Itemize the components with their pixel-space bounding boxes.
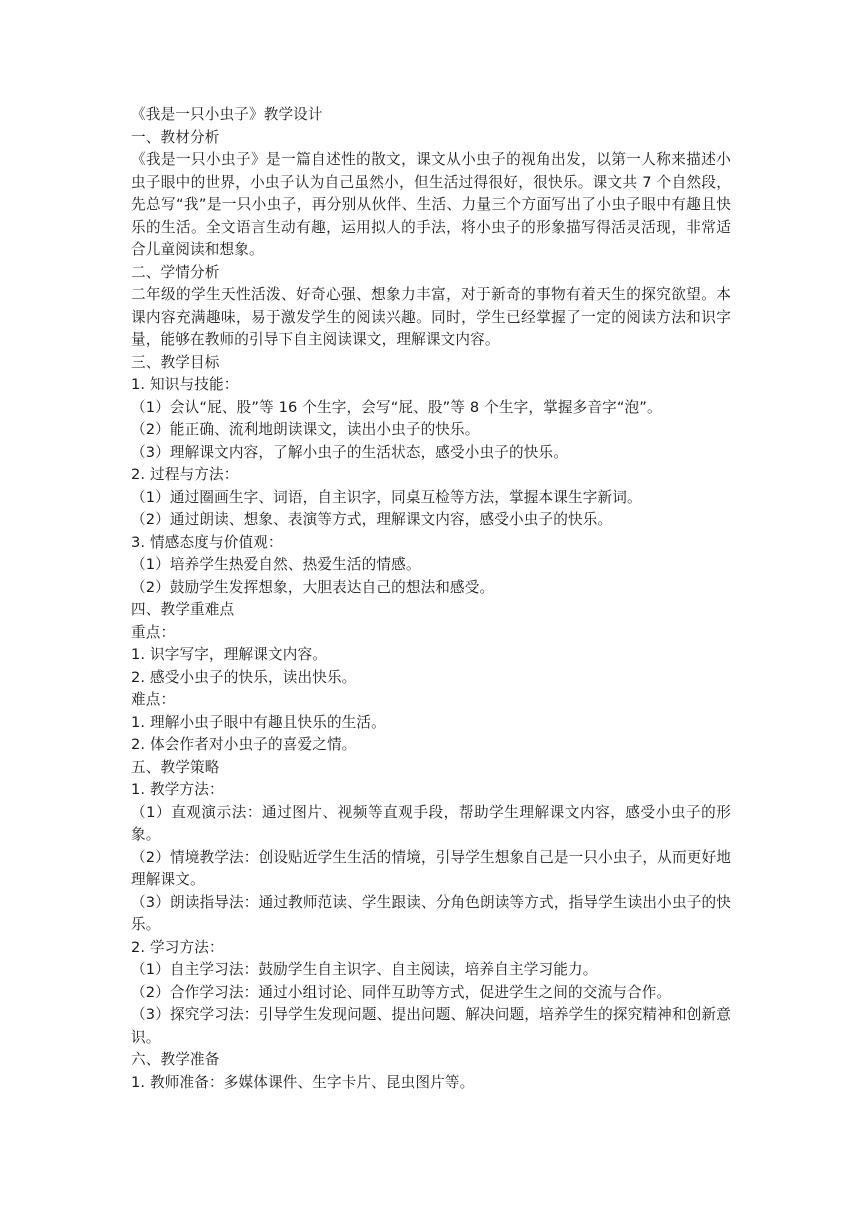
paragraph: 2. 过程与方法： [131, 466, 239, 483]
section-heading: 四、教学重难点 [131, 601, 235, 618]
paragraph: （1）直观演示法：通过图片、视频等直观手段，帮助学生理解课文内容，感受小虫子的形象。 [131, 803, 731, 843]
paragraph: （2）合作学习法：通过小组讨论、同伴互助等方式，促进学生之间的交流与合作。 [131, 983, 672, 1001]
section-heading: 五、教学策略 [131, 758, 220, 776]
section-teaching-strategy [131, 757, 731, 1050]
paragraph: 二年级的学生天性活泼、好奇心强、想象力丰富，对于新奇的事物有着天生的探究欲望。本课内容充满趣味，易于激发学生的阅读兴趣。同时，学生已经掌握了一定的阅读方法和识字量，能够在教师的引导下自主阅读课文，理解课文内容。 [131, 286, 731, 348]
paragraph: （2）能正确、流利地朗读课文，读出小虫子的快乐。 [131, 421, 480, 438]
section-heading: 二、学情分析 [131, 263, 220, 281]
document-title: 《我是一只小虫子》教学设计 [131, 106, 323, 123]
paragraph: 1. 教学方法： [131, 781, 224, 798]
paragraph: 重点： [131, 623, 176, 641]
section-key-difficult-points [131, 599, 731, 757]
section-heading: 三、教学目标 [131, 353, 220, 371]
paragraph: （3）探究学习法：引导学生发现问题、提出问题、解决问题，培养学生的探究精神和创新意识。 [131, 1006, 731, 1046]
paragraph: （1）自主学习法：鼓励学生自主识字、自主阅读，培养自主学习能力。 [131, 961, 598, 978]
section-heading: 一、教材分析 [131, 128, 220, 146]
paragraph: 2. 感受小虫子的快乐，读出快乐。 [131, 668, 357, 686]
paragraph: 1. 理解小虫子眼中有趣且快乐的生活。 [131, 713, 386, 731]
paragraph: （2）通过朗读、想象、表演等方式，理解课文内容，感受小虫子的快乐。 [131, 511, 613, 528]
section-teaching-goals [131, 352, 731, 600]
section-textbook-analysis [131, 127, 731, 262]
paragraph: （1）培养学生热爱自然、热爱生活的情感。 [131, 556, 421, 573]
paragraph: 1. 识字写字，理解课文内容。 [131, 646, 327, 663]
paragraph: 1. 教师准备：多媒体课件、生字卡片、昆虫图片等。 [131, 1073, 475, 1091]
paragraph: （3）理解课文内容，了解小虫子的生活状态，感受小虫子的快乐。 [131, 443, 569, 461]
paragraph: （1）会认“屁、股”等 16 个生字，会写“屁、股”等 8 个生字，掌握多音字“泡”。 [131, 398, 662, 416]
document-page [131, 104, 731, 1094]
paragraph: （2）鼓励学生发挥想象，大胆表达自己的想法和感受。 [131, 578, 495, 596]
section-teaching-preparation [131, 1049, 731, 1094]
paragraph: 3. 情感态度与价值观： [131, 533, 283, 551]
section-heading: 六、教学准备 [131, 1051, 220, 1068]
paragraph: 2. 体会作者对小虫子的喜爱之情。 [131, 736, 357, 753]
paragraph: 《我是一只小虫子》是一篇自述性的散文，课文从小虫子的视角出发，以第一人称来描述小虫子眼中的世界，小虫子认为自己虽然小，但生活过得很好，很快乐。课文共 7 个自然段，先总写“我”是一只小虫子，再分别从伙伴、生活、力量三个方面写出了小虫子眼中有趣且快乐的生活。全文语言生动有趣，运用拟人的手法，将小虫子的形象描写得活灵活现，非常适合儿童阅读和想象。 [131, 151, 731, 258]
section-student-analysis [131, 262, 731, 352]
paragraph: 2. 学习方法： [131, 938, 224, 956]
paragraph: （1）通过圈画生字、词语，自主识字，同桌互检等方法，掌握本课生字新词。 [131, 488, 642, 506]
paragraph: （3）朗读指导法：通过教师范读、学生跟读、分角色朗读等方式，指导学生读出小虫子的快乐。 [131, 893, 731, 933]
paragraph: 1. 知识与技能： [131, 376, 239, 393]
paragraph: （2）情境教学法：创设贴近学生生活的情境，引导学生想象自己是一只小虫子，从而更好地理解课文。 [131, 848, 731, 888]
paragraph: 难点： [131, 691, 176, 708]
